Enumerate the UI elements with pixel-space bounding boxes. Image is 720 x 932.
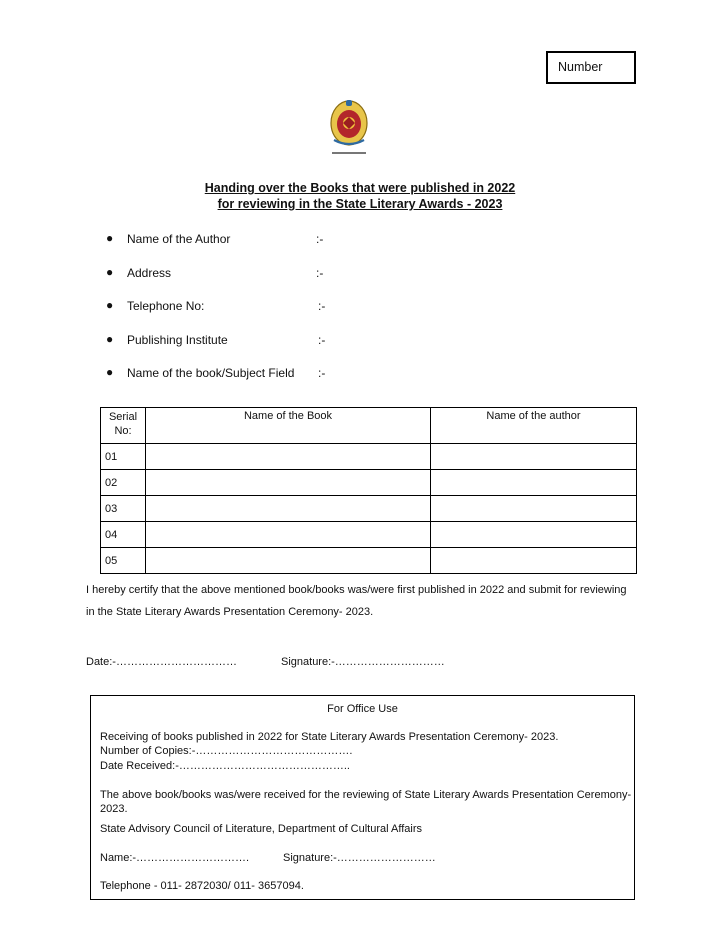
author-name-cell[interactable] (431, 470, 637, 496)
office-signature-field[interactable]: Signature:-……………………… (283, 852, 436, 864)
serial-cell: 03 (101, 496, 146, 522)
office-council-text: State Advisory Council of Literature, Department of Cultural Affairs (100, 823, 423, 835)
table-header-row (101, 408, 637, 444)
field-label: Telephone No: (127, 299, 205, 313)
field-label: Address (127, 266, 172, 280)
table-row[interactable] (101, 548, 637, 574)
book-name-cell[interactable] (146, 470, 431, 496)
bullet-icon: ● (106, 298, 114, 312)
header-book-name: Name of the Book (146, 408, 431, 444)
number-box (546, 51, 636, 84)
author-name-cell[interactable] (431, 522, 637, 548)
table-row[interactable] (101, 444, 637, 470)
book-name-cell[interactable] (146, 444, 431, 470)
header-serial: Serial No: (101, 408, 146, 444)
table-row[interactable] (101, 522, 637, 548)
serial-cell: 02 (101, 470, 146, 496)
certification-line-1: I hereby certify that the above mentioned book/books was/were first published in 2022 and submit for reviewing (86, 584, 627, 596)
field-label: Name of the book/Subject Field (127, 366, 295, 380)
office-name-field[interactable]: Name:-…………………………. (100, 852, 250, 864)
signature-field[interactable]: Signature:-………………………… (281, 656, 445, 668)
field-label: Publishing Institute (127, 333, 228, 347)
book-name-cell[interactable] (146, 548, 431, 574)
header-author-name: Name of the author (431, 408, 637, 444)
book-name-cell[interactable] (146, 522, 431, 548)
books-table (100, 407, 637, 574)
bullet-icon: ● (106, 265, 114, 279)
field-separator: :- (316, 266, 324, 280)
field-separator: :- (318, 299, 326, 313)
field-separator: :- (318, 366, 326, 380)
certification-line-2: in the State Literary Awards Presentation Ceremony- 2023. (86, 606, 374, 618)
serial-cell: 04 (101, 522, 146, 548)
author-name-cell[interactable] (431, 496, 637, 522)
bullet-icon: ● (106, 332, 114, 346)
bullet-icon: ● (106, 365, 114, 379)
author-name-cell[interactable] (431, 548, 637, 574)
field-separator: :- (318, 333, 326, 347)
number-label: Number (558, 60, 603, 74)
office-statement-line-2: 2023. (100, 803, 128, 815)
bullet-icon: ● (106, 231, 114, 245)
office-telephone-text: Telephone - 011- 2872030/ 011- 3657094. (100, 880, 304, 892)
number-of-copies-field[interactable]: Number of Copies:-……………………………………. (100, 745, 353, 757)
table-row[interactable] (101, 470, 637, 496)
office-received-text: Receiving of books published in 2022 for State Literary Awards Presentation Ceremony- 2023. (100, 731, 559, 743)
office-use-box (90, 695, 635, 900)
date-field[interactable]: Date:-…………………………… (86, 656, 237, 668)
table-row[interactable] (101, 496, 637, 522)
office-title: For Office Use (327, 703, 398, 715)
field-label: Name of the Author (127, 232, 231, 246)
date-received-field[interactable]: Date Received:-……………………………………….. (100, 760, 350, 772)
office-statement-line-1: The above book/books was/were received for the reviewing of State Literary Awards Presentation Ceremony- (100, 789, 632, 801)
national-emblem-logo (326, 96, 372, 160)
author-name-cell[interactable] (431, 444, 637, 470)
serial-cell: 01 (101, 444, 146, 470)
heading-line-2: for reviewing in the State Literary Awards - 2023 (217, 197, 503, 211)
field-separator: :- (316, 232, 324, 246)
heading-line-1: Handing over the Books that were published in 2022 (204, 181, 516, 195)
book-name-cell[interactable] (146, 496, 431, 522)
serial-cell: 05 (101, 548, 146, 574)
